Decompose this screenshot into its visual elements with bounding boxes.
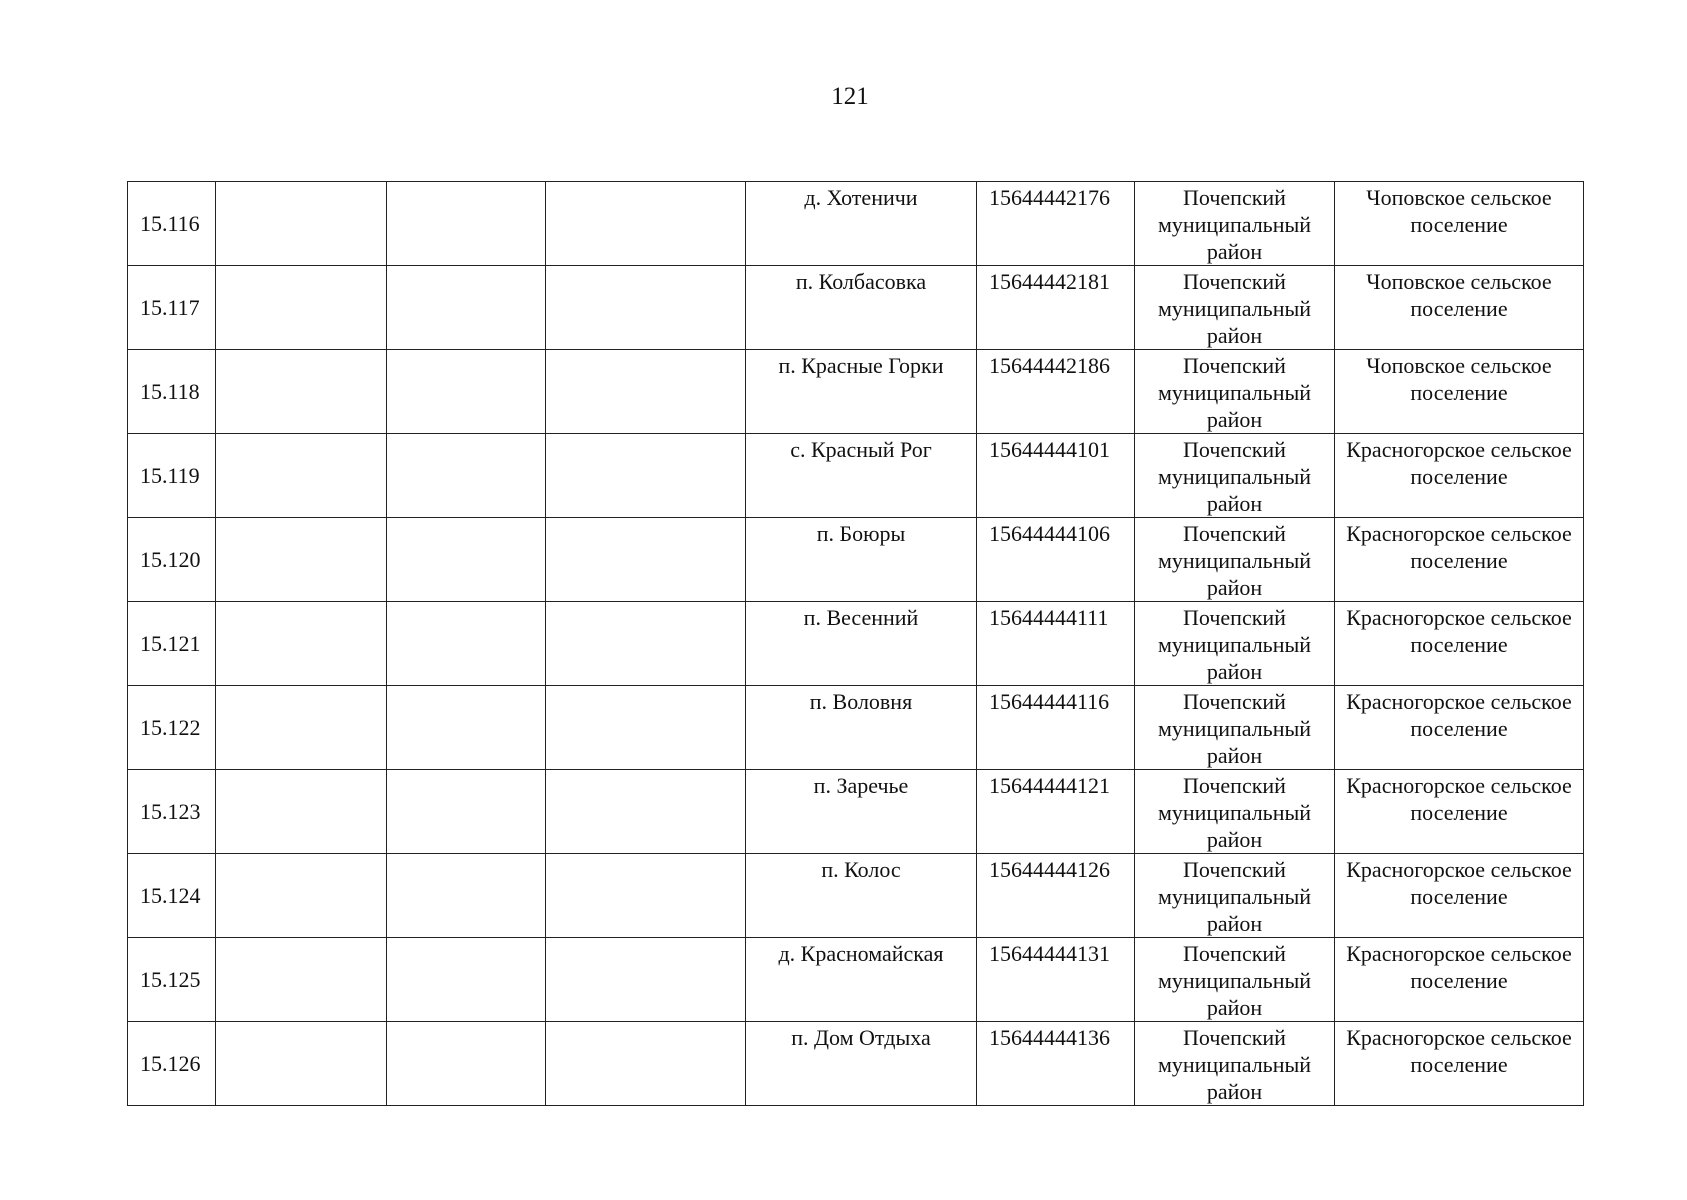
table-row bbox=[128, 686, 1584, 770]
settlement-name-cell: п. Заречье bbox=[746, 770, 977, 854]
empty-cell bbox=[546, 434, 746, 518]
table-row bbox=[128, 266, 1584, 350]
empty-cell bbox=[387, 770, 546, 854]
empty-cell bbox=[216, 938, 387, 1022]
table-row bbox=[128, 434, 1584, 518]
table-row bbox=[128, 854, 1584, 938]
empty-cell bbox=[546, 938, 746, 1022]
empty-cell bbox=[546, 350, 746, 434]
district-cell: Почепский муниципальный район bbox=[1135, 518, 1335, 602]
municipality-cell: Красногорское сельское поселение bbox=[1335, 770, 1584, 854]
table-row bbox=[128, 182, 1584, 266]
table-row bbox=[128, 770, 1584, 854]
district-cell: Почепский муниципальный район bbox=[1135, 266, 1335, 350]
municipality-cell: Красногорское сельское поселение bbox=[1335, 1022, 1584, 1106]
oktmo-code-cell: 15644444111 bbox=[977, 602, 1135, 686]
settlement-name-cell: п. Воловня bbox=[746, 686, 977, 770]
empty-cell bbox=[216, 434, 387, 518]
municipality-cell: Красногорское сельское поселение bbox=[1335, 686, 1584, 770]
empty-cell bbox=[387, 434, 546, 518]
empty-cell bbox=[216, 1022, 387, 1106]
municipality-cell: Красногорское сельское поселение bbox=[1335, 938, 1584, 1022]
settlements-table bbox=[127, 181, 1584, 1106]
empty-cell bbox=[387, 266, 546, 350]
district-cell: Почепский муниципальный район bbox=[1135, 350, 1335, 434]
oktmo-code-cell: 15644444136 bbox=[977, 1022, 1135, 1106]
row-number-cell: 15.124 bbox=[128, 854, 216, 938]
municipality-cell: Чоповское сельское поселение bbox=[1335, 350, 1584, 434]
oktmo-code-cell: 15644442181 bbox=[977, 266, 1135, 350]
empty-cell bbox=[387, 854, 546, 938]
empty-cell bbox=[387, 602, 546, 686]
empty-cell bbox=[216, 350, 387, 434]
settlement-name-cell: п. Весенний bbox=[746, 602, 977, 686]
oktmo-code-cell: 15644444101 bbox=[977, 434, 1135, 518]
empty-cell bbox=[216, 686, 387, 770]
empty-cell bbox=[216, 770, 387, 854]
municipality-cell: Чоповское сельское поселение bbox=[1335, 182, 1584, 266]
row-number-cell: 15.123 bbox=[128, 770, 216, 854]
empty-cell bbox=[387, 518, 546, 602]
empty-cell bbox=[387, 938, 546, 1022]
row-number-cell: 15.116 bbox=[128, 182, 216, 266]
district-cell: Почепский муниципальный район bbox=[1135, 182, 1335, 266]
empty-cell bbox=[546, 266, 746, 350]
table-row bbox=[128, 350, 1584, 434]
empty-cell bbox=[387, 182, 546, 266]
empty-cell bbox=[387, 686, 546, 770]
settlement-name-cell: с. Красный Рог bbox=[746, 434, 977, 518]
empty-cell bbox=[216, 854, 387, 938]
empty-cell bbox=[546, 770, 746, 854]
empty-cell bbox=[387, 350, 546, 434]
table-row bbox=[128, 938, 1584, 1022]
empty-cell bbox=[216, 266, 387, 350]
empty-cell bbox=[546, 518, 746, 602]
district-cell: Почепский муниципальный район bbox=[1135, 602, 1335, 686]
empty-cell bbox=[216, 602, 387, 686]
district-cell: Почепский муниципальный район bbox=[1135, 854, 1335, 938]
settlement-name-cell: п. Боюры bbox=[746, 518, 977, 602]
table-row bbox=[128, 1022, 1584, 1106]
empty-cell bbox=[546, 1022, 746, 1106]
empty-cell bbox=[546, 854, 746, 938]
district-cell: Почепский муниципальный район bbox=[1135, 1022, 1335, 1106]
row-number-cell: 15.120 bbox=[128, 518, 216, 602]
oktmo-code-cell: 15644444121 bbox=[977, 770, 1135, 854]
settlement-name-cell: д. Красномайская bbox=[746, 938, 977, 1022]
district-cell: Почепский муниципальный район bbox=[1135, 686, 1335, 770]
municipality-cell: Красногорское сельское поселение bbox=[1335, 854, 1584, 938]
oktmo-code-cell: 15644444131 bbox=[977, 938, 1135, 1022]
empty-cell bbox=[546, 602, 746, 686]
oktmo-code-cell: 15644442176 bbox=[977, 182, 1135, 266]
settlement-name-cell: п. Колос bbox=[746, 854, 977, 938]
empty-cell bbox=[216, 182, 387, 266]
row-number-cell: 15.122 bbox=[128, 686, 216, 770]
settlement-name-cell: п. Дом Отдыха bbox=[746, 1022, 977, 1106]
row-number-cell: 15.126 bbox=[128, 1022, 216, 1106]
row-number-cell: 15.125 bbox=[128, 938, 216, 1022]
empty-cell bbox=[387, 1022, 546, 1106]
row-number-cell: 15.118 bbox=[128, 350, 216, 434]
district-cell: Почепский муниципальный район bbox=[1135, 938, 1335, 1022]
settlement-name-cell: п. Красные Горки bbox=[746, 350, 977, 434]
district-cell: Почепский муниципальный район bbox=[1135, 434, 1335, 518]
district-cell: Почепский муниципальный район bbox=[1135, 770, 1335, 854]
municipality-cell: Красногорское сельское поселение bbox=[1335, 434, 1584, 518]
table-row bbox=[128, 518, 1584, 602]
empty-cell bbox=[546, 686, 746, 770]
oktmo-code-cell: 15644444116 bbox=[977, 686, 1135, 770]
oktmo-code-cell: 15644444126 bbox=[977, 854, 1135, 938]
page-number: 121 bbox=[831, 83, 869, 110]
oktmo-code-cell: 15644444106 bbox=[977, 518, 1135, 602]
row-number-cell: 15.119 bbox=[128, 434, 216, 518]
empty-cell bbox=[216, 518, 387, 602]
empty-cell bbox=[546, 182, 746, 266]
table-row bbox=[128, 602, 1584, 686]
settlement-name-cell: п. Колбасовка bbox=[746, 266, 977, 350]
municipality-cell: Красногорское сельское поселение bbox=[1335, 602, 1584, 686]
municipality-cell: Красногорское сельское поселение bbox=[1335, 518, 1584, 602]
settlement-name-cell: д. Хотеничи bbox=[746, 182, 977, 266]
row-number-cell: 15.121 bbox=[128, 602, 216, 686]
municipality-cell: Чоповское сельское поселение bbox=[1335, 266, 1584, 350]
row-number-cell: 15.117 bbox=[128, 266, 216, 350]
oktmo-code-cell: 15644442186 bbox=[977, 350, 1135, 434]
